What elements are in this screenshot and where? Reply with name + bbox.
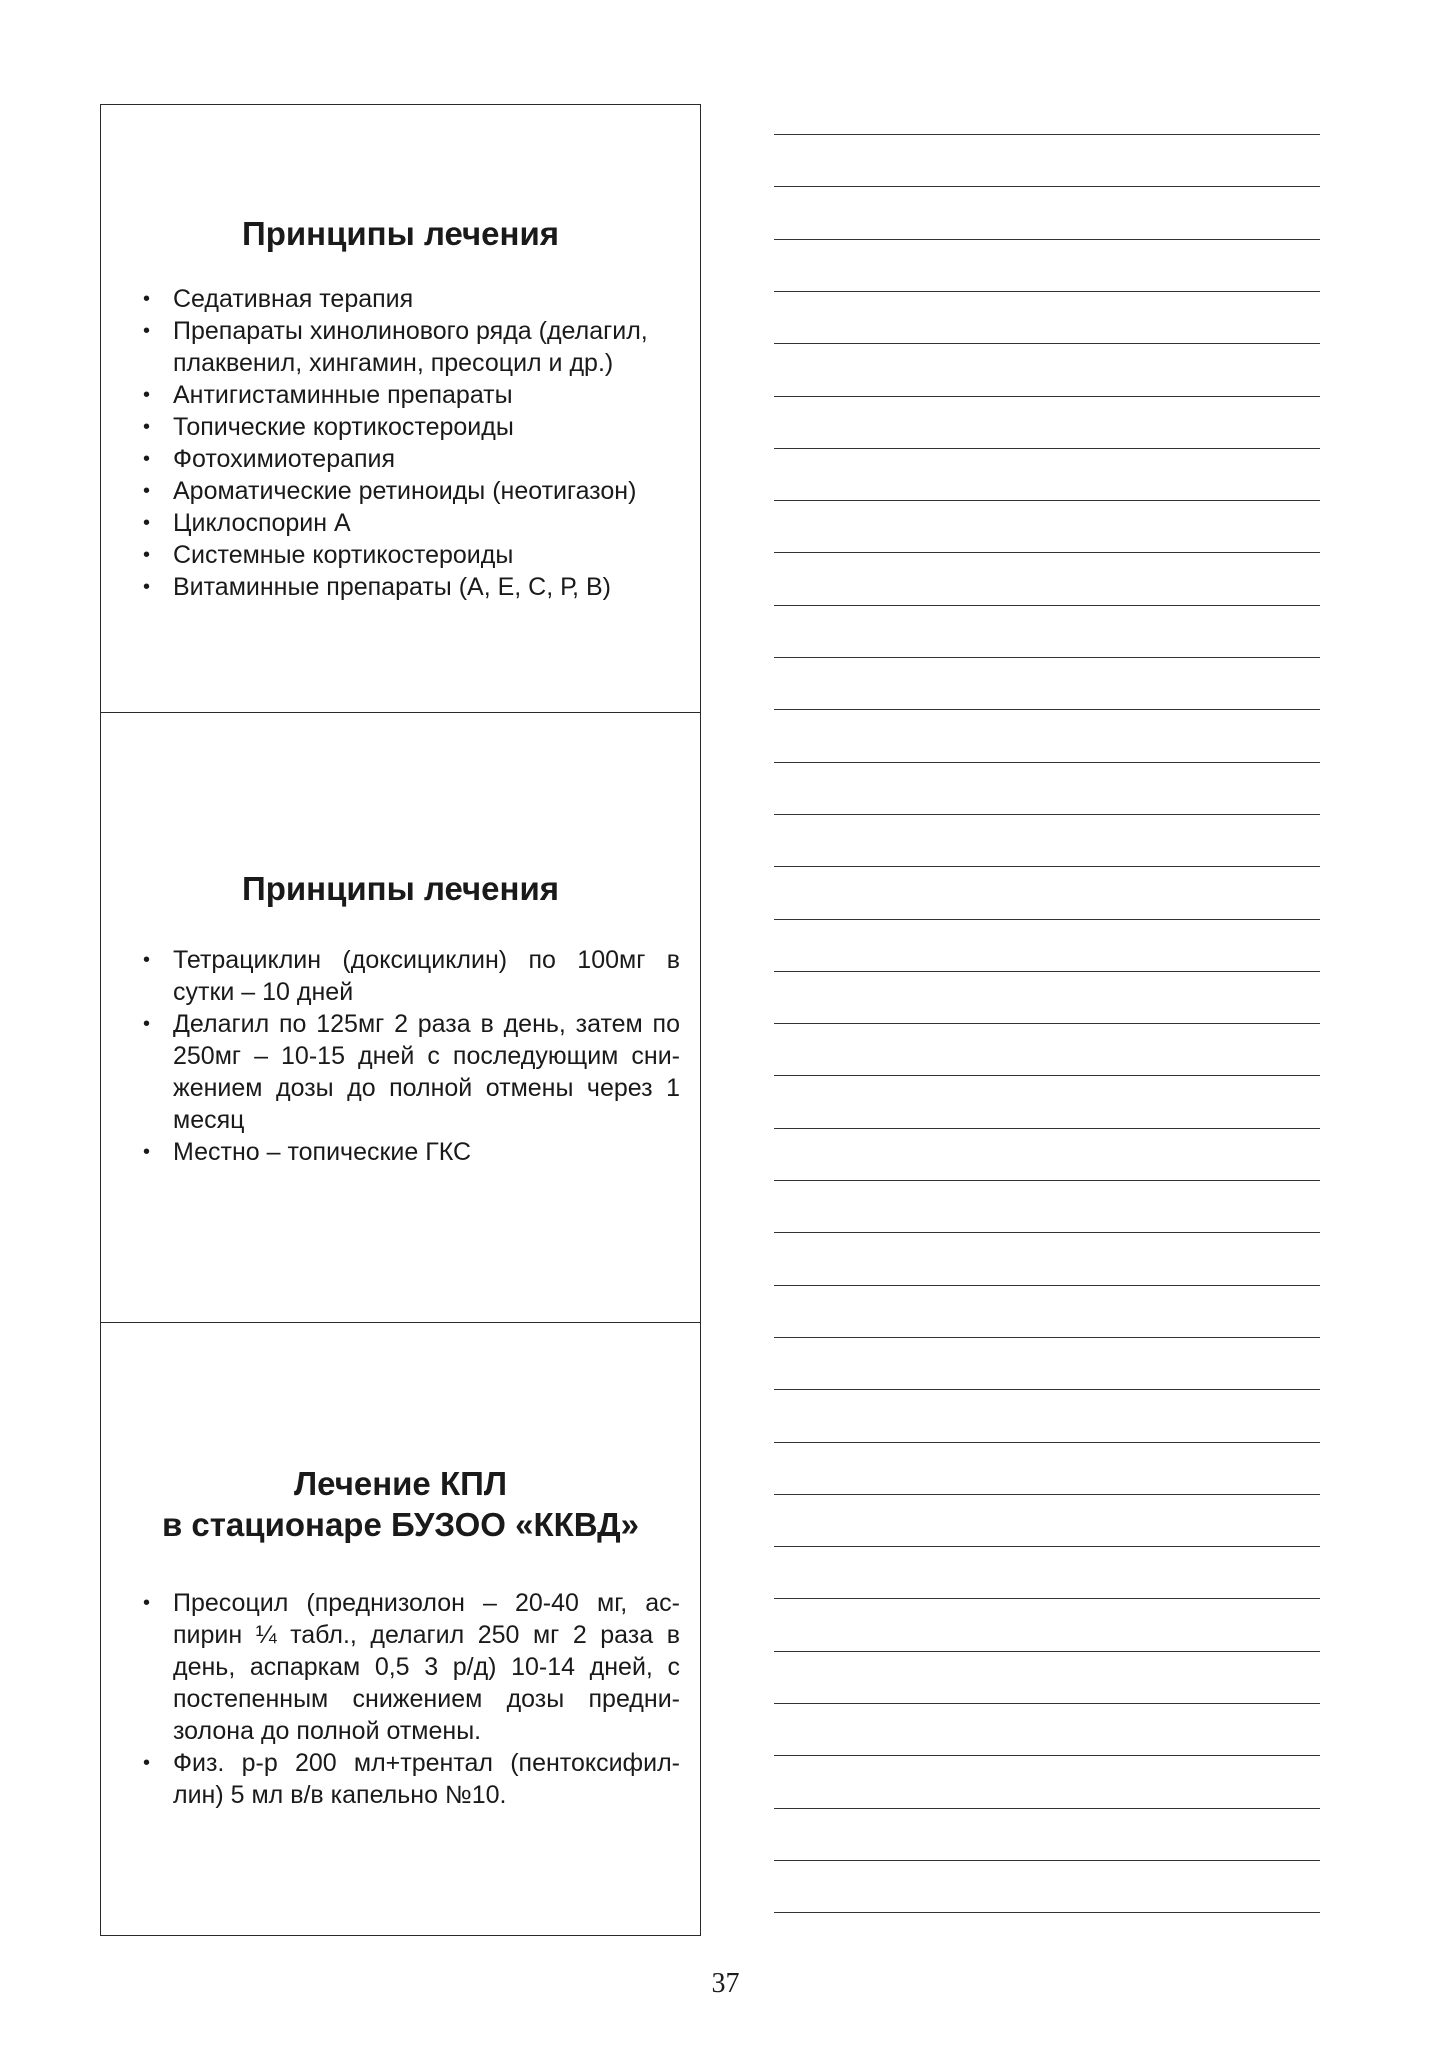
slide-title: Принципы лечения [242, 870, 559, 907]
note-line [774, 971, 1320, 972]
note-line [774, 552, 1320, 553]
note-line [774, 1703, 1320, 1704]
bullet-icon: • [143, 1013, 151, 1035]
note-line [774, 1808, 1320, 1809]
slide-title [121, 1323, 680, 1545]
note-line [774, 1494, 1320, 1495]
slide-kpl-hospital-treatment [101, 1323, 700, 1935]
note-line [774, 1180, 1320, 1181]
note-line [774, 1651, 1320, 1652]
note-line [774, 1546, 1320, 1547]
bullet-icon: • [143, 448, 151, 470]
bullet-icon: • [143, 949, 151, 971]
note-line [774, 814, 1320, 815]
note-line [774, 709, 1320, 710]
slide-treatment-principles-2 [101, 713, 700, 1323]
note-line [774, 1285, 1320, 1286]
note-lines [774, 0, 1320, 2000]
note-line [774, 1075, 1320, 1076]
slide-title-line-2: в стационаре БУЗОО «ККВД» [161, 1506, 640, 1543]
list-item: • Фотохимиотерапия [143, 445, 396, 473]
bullet-icon: • [143, 1141, 151, 1163]
note-line [774, 1442, 1320, 1443]
note-line [774, 239, 1320, 240]
bullet-list [143, 1587, 680, 1811]
slide-title-line-1: Лечение КПЛ [294, 1465, 507, 1502]
list-item: • Местно – топические ГКС [143, 1138, 472, 1166]
list-item: • Пресоцил (преднизолон – 20-40 мг, аспирин ¼ табл., делагил 250 мг 2 раза в день, аспаркам 0,5 3 р/д) 10-14 дней, с постепенным снижением дозы преднизолона до полной отмены. [143, 1589, 680, 1745]
note-line [774, 1128, 1320, 1129]
note-line [774, 605, 1320, 606]
page-number: 37 [711, 1968, 740, 1999]
bullet-icon: • [143, 544, 151, 566]
list-item: • Витаминные препараты (А, Е, С, Р, В) [143, 573, 611, 601]
slide-treatment-principles-1 [101, 105, 700, 713]
note-line [774, 657, 1320, 658]
bullet-icon: • [143, 1592, 151, 1614]
bullet-icon: • [143, 288, 151, 310]
list-item: • Делагил по 125мг 2 раза в день, затем по 250мг – 10-15 дней с последующим снижением дозы до полной отмены через 1 месяц [143, 1010, 680, 1134]
note-line [774, 186, 1320, 187]
note-line [774, 1023, 1320, 1024]
bullet-list [143, 944, 680, 1168]
note-line [774, 1232, 1320, 1233]
list-item: • Топические кортикостероиды [143, 413, 514, 441]
note-line [774, 1337, 1320, 1338]
bullet-list [143, 283, 680, 603]
bullet-icon: • [143, 416, 151, 438]
note-line [774, 919, 1320, 920]
slide-title: Принципы лечения [242, 215, 559, 252]
note-line [774, 396, 1320, 397]
slides-column [100, 104, 701, 1936]
note-line [774, 448, 1320, 449]
list-item: • Циклоспорин А [143, 509, 351, 537]
note-line [774, 1860, 1320, 1861]
note-line [774, 1598, 1320, 1599]
note-line [774, 1389, 1320, 1390]
bullet-icon: • [143, 480, 151, 502]
bullet-icon: • [143, 1752, 151, 1774]
bullet-icon: • [143, 576, 151, 598]
note-line [774, 1755, 1320, 1756]
note-line [774, 1912, 1320, 1913]
list-item: • Седативная терапия [143, 285, 414, 313]
list-item: • Физ. р-р 200 мл+трентал (пентоксифиллин) 5 мл в/в капельно №10. [143, 1749, 680, 1809]
list-item: • Антигистаминные препараты [143, 381, 513, 409]
note-line [774, 866, 1320, 867]
list-item: • Препараты хинолинового ряда (делагил, плаквенил, хингамин, пресоцил и др.) [143, 317, 648, 377]
bullet-icon: • [143, 384, 151, 406]
bullet-icon: • [143, 320, 151, 342]
note-line [774, 500, 1320, 501]
note-line [774, 762, 1320, 763]
bullet-icon: • [143, 512, 151, 534]
note-line [774, 343, 1320, 344]
list-item: • Ароматические ретиноиды (неотигазон) [143, 477, 637, 505]
note-line [774, 134, 1320, 135]
note-line [774, 291, 1320, 292]
list-item: • Тетрациклин (доксициклин) по 100мг в сутки – 10 дней [143, 946, 680, 1006]
list-item: • Системные кортикостероиды [143, 541, 514, 569]
